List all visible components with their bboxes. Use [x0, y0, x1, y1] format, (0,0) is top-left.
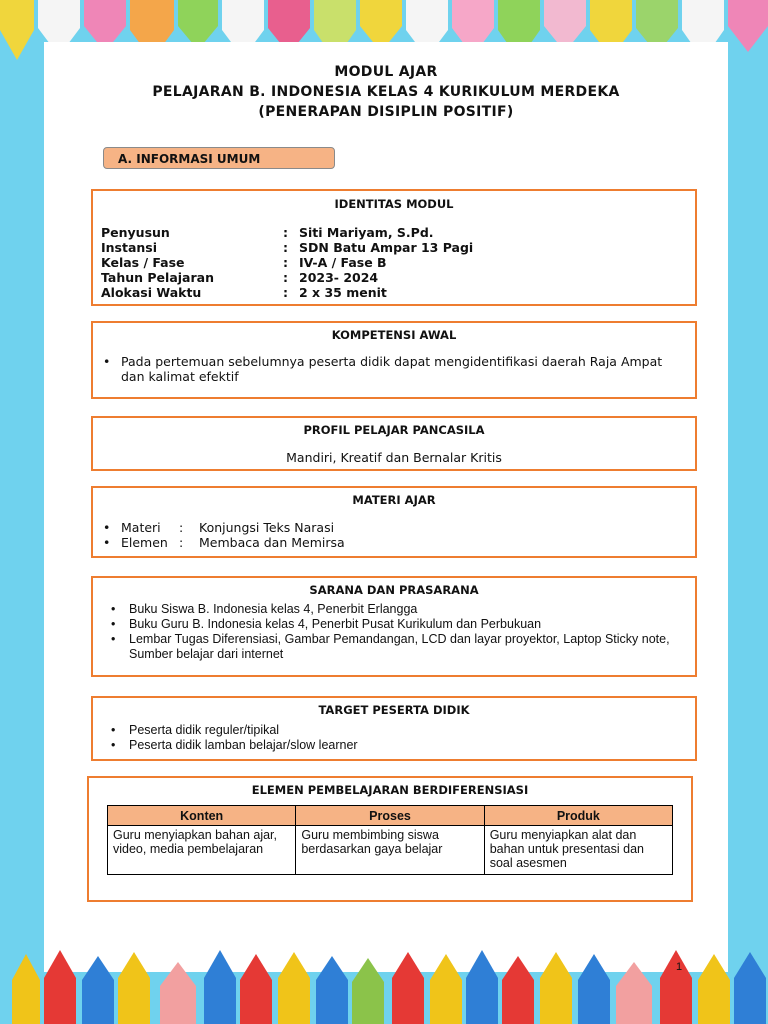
- section-label: A. INFORMASI UMUM: [103, 147, 335, 169]
- page-number: 1: [676, 961, 683, 973]
- kompetensi-title: KOMPETENSI AWAL: [331, 328, 457, 342]
- pencil-border-bottom: [0, 950, 768, 1024]
- list-item: • Buku Siswa B. Indonesia kelas 4, Penerbit Erlangga: [101, 602, 689, 617]
- list-item: • Peserta didik reguler/tipikal: [101, 723, 695, 738]
- column-header-produk: Produk: [484, 806, 672, 826]
- identity-value: IV-A / Fase B: [299, 255, 387, 270]
- materi-title: MATERI AJAR: [352, 493, 436, 507]
- target-title: TARGET PESERTA DIDIK: [318, 703, 470, 717]
- materi-key: • Elemen: [121, 535, 168, 550]
- table-cell: Guru menyiapkan bahan ajar, video, media pembelajaran: [108, 826, 296, 875]
- sarana-prasarana-box: [91, 576, 697, 677]
- identity-row: Alokasi Waktu : 2 x 35 menit: [101, 285, 387, 300]
- identity-label: Alokasi Waktu: [101, 285, 202, 300]
- document-title: [44, 62, 728, 122]
- title-line-2: PELAJARAN B. INDONESIA KELAS 4 KURIKULUM MERDEKA: [152, 84, 620, 100]
- profil-text: Mandiri, Kreatif dan Bernalar Kritis: [286, 450, 502, 465]
- list-item: • Peserta didik lamban belajar/slow learner: [101, 738, 695, 753]
- title-line-3: (PENERAPAN DISIPLIN POSITIF): [258, 104, 514, 120]
- elemen-title: ELEMEN PEMBELAJARAN BERDIFERENSIASI: [251, 783, 529, 797]
- identity-label: Instansi: [101, 240, 158, 255]
- materi-value: Konjungsi Teks Narasi: [199, 520, 335, 535]
- identity-label: Kelas / Fase: [101, 255, 185, 270]
- title-line-1: MODUL AJAR: [334, 64, 438, 80]
- identitas-title: IDENTITAS MODUL: [334, 197, 454, 211]
- table-cell: Guru menyiapkan alat dan bahan untuk presentasi dan soal asesmen: [484, 826, 672, 875]
- list-item: • Buku Guru B. Indonesia kelas 4, Penerbit Pusat Kurikulum dan Perbukuan: [101, 617, 689, 632]
- column-header-konten: Konten: [108, 806, 296, 826]
- kompetensi-awal-box: [91, 321, 697, 399]
- identity-value: Siti Mariyam, S.Pd.: [299, 225, 434, 240]
- materi-ajar-box: [91, 486, 697, 558]
- list-item: • Materi : Konjungsi Teks Narasi: [93, 520, 695, 535]
- identity-label: Penyusun: [101, 225, 170, 240]
- identity-row: Instansi : SDN Batu Ampar 13 Pagi: [101, 240, 474, 255]
- list-item: • Pada pertemuan sebelumnya peserta didik dapat mengidentifikasi daerah Raja Ampat dan kalimat efektif: [93, 354, 687, 384]
- identitas-modul-box: [91, 189, 697, 306]
- list-item: • Elemen : Membaca dan Memirsa: [93, 535, 695, 550]
- table-cell: Guru membimbing siswa berdasarkan gaya belajar: [296, 826, 484, 875]
- column-header-proses: Proses: [296, 806, 484, 826]
- materi-key: • Materi: [121, 520, 161, 535]
- identity-row: Kelas / Fase : IV-A / Fase B: [101, 255, 387, 270]
- identity-row: Tahun Pelajaran : 2023- 2024: [101, 270, 379, 285]
- identity-value: 2 x 35 menit: [299, 285, 387, 300]
- table-header-row: [108, 806, 673, 826]
- table-row: [108, 826, 673, 875]
- sarana-title: SARANA DAN PRASARANA: [309, 583, 479, 597]
- elemen-pembelajaran-box: [87, 776, 693, 902]
- identity-value: SDN Batu Ampar 13 Pagi: [299, 240, 474, 255]
- profil-title: PROFIL PELAJAR PANCASILA: [303, 423, 485, 437]
- identity-value: 2023- 2024: [299, 270, 379, 285]
- list-item: • Lembar Tugas Diferensiasi, Gambar Pemandangan, LCD dan layar proyektor, Laptop Sticky note, Sumber belajar dari internet: [101, 632, 689, 662]
- profil-pelajar-box: [91, 416, 697, 471]
- identity-row: Penyusun : Siti Mariyam, S.Pd.: [101, 225, 434, 240]
- identity-label: Tahun Pelajaran: [101, 270, 214, 285]
- materi-value: Membaca dan Memirsa: [199, 535, 345, 550]
- target-peserta-box: [91, 696, 697, 761]
- differentiation-table: [107, 805, 673, 875]
